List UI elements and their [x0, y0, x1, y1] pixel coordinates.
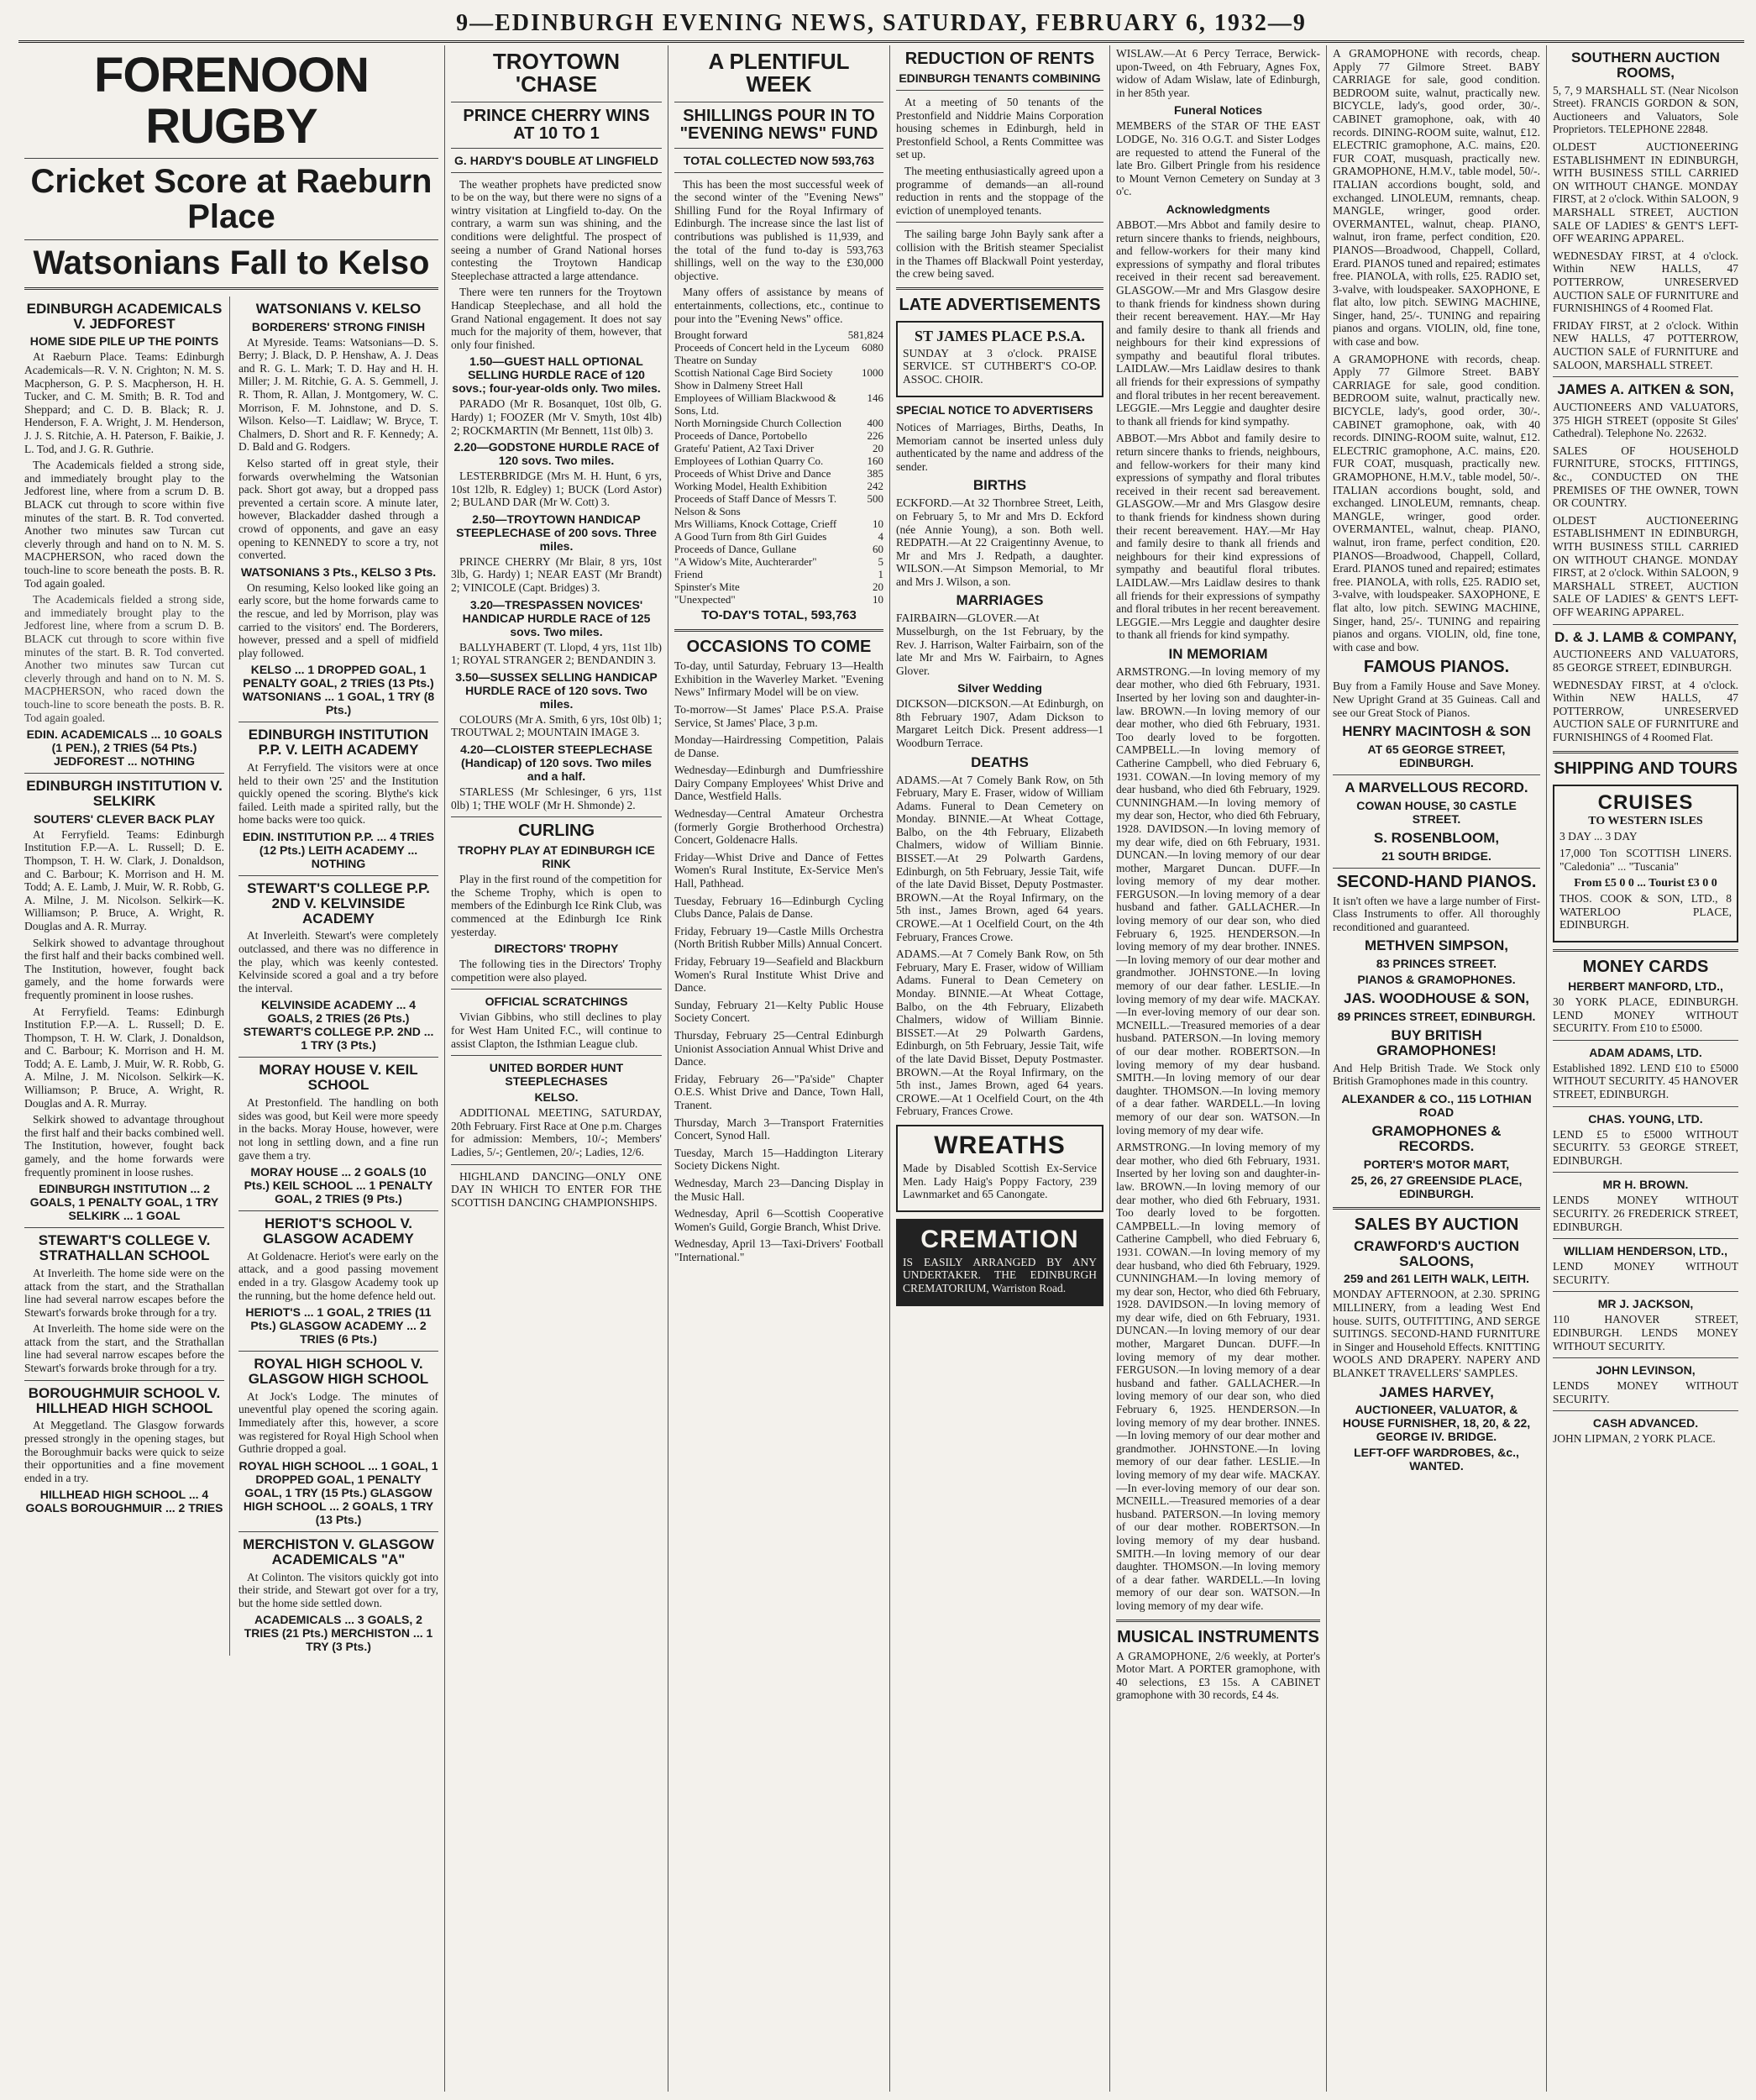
deck-tenants: EDINBURGH TENANTS COMBINING: [899, 71, 1101, 85]
acknowledgment-notices: ABBOT.—Mrs Abbot and family desire to return sincere thanks to friends, neighbours, and fellow-workers for their many kind expressions of sympathy and floral tributes received in their recent sad bereavement. GLASGOW.—Mr and Mrs Glasgow desire to thank friends for kindness shown during their recent bereavement. HAY.—Mr Hay and family desire to thank all friends and neighbours for their kind expressions of sympathy and beautiful floral tributes. LAIDLAW.—Mrs Laidlaw desires to thank all friends for their expressions of sympathy and floral tributes in her recent bereavement. LEGGIE.—Mrs Leggie and daughter desire to thank all friends for kind sympathy.: [1116, 432, 1320, 642]
contribution-amount: 1000: [862, 366, 883, 380]
advert-lamb: D. & J. LAMB & COMPANY,: [1554, 628, 1737, 645]
heading-royal-high: ROYAL HIGH SCHOOL V. GLASGOW HIGH SCHOOL: [248, 1356, 429, 1387]
article-paragraph: On resuming, Kelso looked like going an early score, but the home forwards came to the rescue, and led by Morrison, play was carried to the visitors' end. The Borderers, however, pressed and a spell of midfield play followed.: [239, 580, 438, 659]
article-paragraph: The Academicals fielded a strong side, and immediately brought play to the Jedforest line, where from a scrum D. B. BLACK cut through to score within five minutes of the start. B. R. Tod converted. Another two minutes saw Turcan cut cleverly through and hand on to N. M. S. MACPHERSON, who raced down the touch-line to score beneath the posts. B. R. Tod again goaled.: [24, 593, 224, 724]
heading-directors-trophy: DIRECTORS' TROPHY: [494, 942, 619, 956]
deck-cricket-score: Cricket Score at Raeburn Place: [30, 162, 432, 235]
event-item: Wednesday—Central Amateur Orchestra (formerly Gorgie Brotherhood Orchestra) Concert, Goldenacre Halls.: [674, 807, 883, 847]
article-paragraph: At Colinton. The visitors quickly got into their stride, and Stewart got over for a try, but the home side settled down.: [239, 1570, 438, 1609]
contribution-source: Employees of Lothian Quarry Co.: [674, 454, 824, 468]
subhead-borderers: BORDERERS' STRONG FINISH: [251, 319, 426, 333]
lender-name: CASH ADVANCED.: [1592, 1416, 1699, 1431]
contribution-row: [674, 568, 883, 580]
memoriam-notices: ARMSTRONG.—In loving memory of my dear mother, who died 6th February, 1931. Inserted by her loving son and daughter-in-law. BROWN.—In loving memory of our dear mother, who died 6th February, 1931. Too dearly loved to be forgotten. CAMPBELL.—In loving memory of Catherine Campbell, who died February 6, 1931. COWAN.—In loving memory of my dear husband, who died 6th February, 1929. CUNNINGHAM.—In loving memory of my dear son, Hector, who died 6th February, 1928. DAVIDSON.—In loving memory of my dear wife, died on 6th February, 1931. DUNCAN.—In loving memory of our dear mother, Margaret Duncan. DUFF.—In loving memory of my dear mother. FERGUSON.—In loving memory of a dear husband and father. GALLACHER.—In loving memory of our dear son, who died February 6, 1925. HENDERSON.—In loving memory of my dear brother. INNES.—In loving memory of our dear mother and grandmother. JOHNSTONE.—In loving memory of our dear father. LESLIE.—In loving memory of my dear wife. MACKAY.—In ever-loving memory of our dear son. MCNEILL.—Treasured memories of a dear husband. PATERSON.—In loving memory of our dear mother. ROBERTSON.—In loving memory of my dear husband. SMITH.—In loving memory of our dear daughter. THOMSON.—In loving memory of a dear father. WARDELL.—In loving memory of our dear son. WATSON.—In loving memory of my dear wife.: [1116, 1141, 1320, 1612]
column-rugby: [18, 45, 445, 2092]
lender-details: Established 1892. LEND £10 to £5000 WITHOUT SECURITY. 45 HANOVER STREET, EDINBURGH.: [1553, 1061, 1738, 1101]
heading-buy-british: BUY BRITISH GRAMOPHONES!: [1376, 1027, 1497, 1058]
lender-details: 30 YORK PLACE, EDINBURGH. LEND MONEY WITHOUT SECURITY. From £10 to £5000.: [1553, 995, 1738, 1035]
advert-st-james: [896, 321, 1103, 397]
race-result: PARADO (Mr R. Bosanquet, 10st 0lb, G. Hardy) 1; FOOZER (Mr V. Smyth, 10st 4lb) 2; ROCKMARTIN (Mr Bennett, 11st 0lb) 3.: [451, 397, 662, 437]
advert-title: CRUISES: [1597, 790, 1694, 814]
heading-official-scratchings: OFFICIAL SCRATCHINGS: [485, 995, 628, 1009]
advert-title: WREATHS: [934, 1131, 1066, 1159]
famous-pianos-text: Buy from a Family House and Save Money. New Upright Grand at 35 Guineas. Call and see our Great Stock of Pianos.: [1333, 680, 1540, 719]
result-line: KELVINSIDE ACADEMY ... 4 GOALS, 2 TRIES (26 Pts.) STEWART'S COLLEGE P.P. 2ND ... 1 TRY (3 Pts.): [243, 998, 434, 1053]
race-result: LESTERBRIDGE (Mrs M. H. Hunt, 6 yrs, 10st 12lb, R. Edgley) 1; BUCK (Lord Astor) 2; BULAND DAR (Mr W. Cott) 3.: [451, 470, 662, 509]
advert-aitken: JAMES A. AITKEN & SON,: [1557, 381, 1734, 398]
contribution-row: [674, 593, 883, 606]
contribution-row: [674, 417, 883, 429]
auction-listing: WEDNESDAY FIRST, at 4 o'clock. Within NEW HALLS, 47 POTTERROW, UNRESERVED AUCTION SALE OF FURNITURE and FURNISHINGS of 4 Roomed Flat.: [1553, 249, 1738, 315]
death-notices: ADAMS.—At 7 Comely Bank Row, on 5th February, Mary E. Fraser, widow of William Adams. Funeral to Dean Cemetery on Monday. BINNIE.—At Wheat Cottage, Balbo, on the 4th February, Elizabeth Chalmers, widow of William Binnie. BISSET.—At 29 Polwarth Gardens, Edinburgh, on 5th February, Jessie Tait, wife of the late David Bisset, Deputy Postmaster. BROWN.—At the Royal Infirmary, on the 5th inst., James Brown, aged 64 years. CROWE.—At 1 Ocelfield Court, on the 4th February, Frances Crowe.: [896, 948, 1103, 1118]
article-paragraph: At Inverleith. Stewart's were completely outclassed, and there was no difference in the play, which was keenly contested. Kelvinside scored a goal and a try before the interval.: [239, 929, 438, 995]
heading-in-memoriam: IN MEMORIAM: [1168, 645, 1268, 662]
column-pianos-auction: [1327, 45, 1547, 2092]
advert-text: IS EASILY ARRANGED BY ANY UNDERTAKER. THE EDINBURGH CREMATORIUM, Warriston Road.: [903, 1255, 1097, 1294]
contribution-amount: 400: [867, 417, 883, 430]
contribution-source: Gratefu' Patient, A2 Taxi Driver: [674, 442, 815, 455]
advert-agent: THOS. COOK & SON, LTD., 8 WATERLOO PLACE, EDINBURGH.: [1559, 892, 1732, 932]
silver-wedding-notice: DICKSON—DICKSON.—At Edinburgh, on 8th February 1907, Adam Dickson to Margaret Leitch Dick. Present address—1 Woodburn Terrace.: [896, 697, 1103, 750]
lender-details: 110 HANOVER STREET, EDINBURGH. LENDS MONEY WITHOUT SECURITY.: [1553, 1313, 1738, 1352]
article-paragraph: At Jock's Lodge. The minutes of uneventful play opened the scoring again. Immediately after this, however, a score was registered for Royal High School when Guthrie dropped a goal.: [239, 1389, 438, 1456]
events-list: [674, 659, 883, 1263]
article-paragraph: At Ferryfield. Teams: Edinburgh Institution F.P.—A. L. Russell; D. E. Thompson, T. H. W. Clark, J. Donaldson, and C. Barbour; K. Morrison and H. M. Todd; A. E. Lamb, J. Muir, W. R. Robb, G. A. Milne, J. M. Nicolson. Selkirk—K. Williamson; P. Bruce, A. Wright, R. Douglas and A. R. Murray.: [24, 827, 224, 932]
heading-musical-instruments: MUSICAL INSTRUMENTS: [1117, 1627, 1319, 1646]
death-notices: ADAMS.—At 7 Comely Bank Row, on 5th February, Mary E. Fraser, widow of William Adams. Funeral to Dean Cemetery on Monday. BINNIE.—At Wheat Cottage, Balbo, on the 4th February, Elizabeth Chalmers, widow of William Binnie. BISSET.—At 29 Polwarth Gardens, Edinburgh, on 5th February, Jessie Tait, wife of the late David Bisset, Deputy Postmaster. BROWN.—At the Royal Infirmary, on the 5th inst., James Brown, aged 64 years. CROWE.—At 1 Ocelfield Court, on the 4th February, Frances Crowe.: [896, 773, 1103, 943]
contribution-row: [674, 492, 883, 517]
subhead-kelso: KELSO.: [534, 1090, 579, 1105]
heading-institution-leith: EDINBURGH INSTITUTION P.P. V. LEITH ACADEMY: [248, 727, 429, 759]
lender-name: JOHN LEVINSON,: [1596, 1363, 1696, 1378]
contribution-source: "A Widow's Mite, Auchterarder": [674, 555, 817, 569]
event-item: Friday—Whist Drive and Dance of Fettes Women's Rural Institute, Ex-Service Men's Hall, Pathhead.: [674, 850, 883, 890]
contribution-source: Employees of William Blackwood & Sons, Ltd.: [674, 391, 836, 417]
contribution-row: [674, 391, 883, 417]
contribution-amount: 60: [873, 543, 883, 556]
race-heading: 2.20—GODSTONE HURDLE RACE of 120 sovs. Two miles.: [453, 440, 659, 468]
article-paragraph: Vivian Gibbins, who still declines to play for West Ham United F.C., will continue to assist Clapton, the Isthmian League club.: [451, 1011, 662, 1050]
advert-aitken-address: AUCTIONEERS AND VALUATORS, 375 HIGH STREET (opposite St Giles' Cathedral). Telephone No. 22632.: [1553, 401, 1738, 440]
musical-instrument-ads: A GRAMOPHONE, 2/6 weekly, at Porter's Motor Mart. A PORTER gramophone, with 40 selections, £3 15s. A CABINET gramophone with 30 records, £4 4s.: [1116, 1649, 1320, 1702]
lender-name: CHAS. YOUNG, LTD.: [1588, 1111, 1703, 1126]
heading-deaths: DEATHS: [971, 753, 1029, 770]
heading-famous-pianos: FAMOUS PIANOS.: [1363, 658, 1510, 677]
article-paragraph: The following ties in the Directors' Trophy competition were also played.: [451, 958, 662, 984]
contribution-source: Proceeds of Staff Dance of Messrs T. Nelson & Sons: [674, 492, 837, 518]
advert-wreaths: [896, 1125, 1103, 1212]
contribution-source: Mrs Williams, Knock Cottage, Crieff: [674, 517, 837, 531]
article-paragraph: At Ferryfield. Teams: Edinburgh Institution F.P.—A. L. Russell; D. E. Thompson, T. H. W. Clark, J. Donaldson, and C. Barbour; K. Morrison and H. M. Todd; A. E. Lamb, J. Muir, W. R. Robb, G. A. Milne, J. M. Nicolson. Selkirk—K. Williamson; P. Bruce, A. Wright, R. Douglas and A. R. Murray.: [24, 1005, 224, 1110]
heading-merchiston: MERCHISTON V. GLASGOW ACADEMICALS "A": [243, 1536, 434, 1567]
advert-text: Made by Disabled Scottish Ex-Service Men. Lady Haig's Poppy Factory, 239 Lawnmarket and 65 Canongate.: [903, 1161, 1097, 1201]
contribution-source: "Unexpected": [674, 593, 736, 606]
masthead-folio: 9—EDINBURGH EVENING NEWS, SATURDAY, FEBRUARY 6, 1932—9: [18, 7, 1744, 43]
marriage-notices: FAIRBAIRN—GLOVER.—At Musselburgh, on the 1st February, by the Rev. J. Harrison, Walter Fairbairn, son of the late Mr and Mrs W. Fairbairn, to Agnes Glover.: [896, 612, 1103, 677]
result-line: EDINBURGH INSTITUTION ... 2 GOALS, 1 PENALTY GOAL, 1 TRY SELKIRK ... 1 GOAL: [29, 1182, 219, 1223]
article-paragraph: At a meeting of 50 tenants of the Prestonfield and Niddrie Mains Corporation housing schemes in Edinburgh, held in Prestonfield School, a Rents Committee was set up.: [896, 96, 1103, 161]
contribution-amount: 20: [873, 442, 883, 455]
heading-heriots-glasgow: HERIOT'S SCHOOL V. GLASGOW ACADEMY: [263, 1215, 414, 1247]
column-shilling-fund: [668, 45, 890, 2092]
lender-name: ADAM ADAMS, LTD.: [1589, 1045, 1702, 1059]
contribution-source: Proceeds of Concert held in the Lyceum Theatre on Sunday: [674, 341, 850, 367]
headline-forenoon-rugby: FORENOON RUGBY: [93, 48, 370, 154]
article-paragraph: The Academicals fielded a strong side, and immediately brought play to the Jedforest line, where from a scrum D. B. BLACK cut through to score within five minutes of the start. B. R. Tod converted. Another two minutes saw Turcan cut cleverly through and hand on to N. M. S. MACPHERSON, who raced down the touch-line to score beneath the posts. B. R. Tod again goaled.: [24, 459, 224, 590]
heading-money-cards: MONEY CARDS: [1582, 958, 1709, 977]
advert-southern-auction: SOUTHERN AUCTION ROOMS,: [1571, 50, 1720, 81]
article-paragraph: At Inverleith. The home side were on the attack from the start, and the Strathallan line had several narrow escapes before the Stewart's forwards broke through for a try.: [24, 1266, 224, 1319]
contribution-row: [674, 580, 883, 593]
heading-funeral-notices: Funeral Notices: [1173, 103, 1263, 118]
article-paragraph: The sailing barge John Bayly sank after a collision with the British steamer Specialist in the Thames off Blackwall Point yesterday, the crew being saved.: [896, 228, 1103, 281]
contribution-source: Proceeds of Dance, Portobello: [674, 429, 808, 443]
column-racing: [445, 45, 668, 2092]
advert-cruises: [1553, 785, 1738, 943]
result-line: MORAY HOUSE ... 2 GOALS (10 Pts.) KEIL SCHOOL ... 1 PENALTY GOAL, 2 TRIES (9 Pts.): [244, 1165, 433, 1206]
deck-shillings-pour: SHILLINGS POUR IN TO "EVENING NEWS" FUND: [679, 106, 878, 143]
event-item: To-day, until Saturday, February 13—Health Exhibition in the Waverley Market. "Evening News" Infirmary Model will be on view.: [674, 659, 883, 699]
auction-listing: SALES OF HOUSEHOLD FURNITURE, STOCKS, FITTINGS, &c., CONDUCTED ON THE PREMISES OF THE OWNER, TOWN OR COUNTRY.: [1553, 444, 1738, 510]
column-memoriam: [1110, 45, 1327, 2092]
births-notices: ECKFORD.—At 32 Thornbree Street, Leith, on February 5, to Mr and Mrs D. Eckford (née Annie Young), a son. Both well. REDPATH.—At 22 Craigentinny Avenue, to Mr and Mrs J. Redpath, a daughter. WILSON.—At Simpson Memorial, to Mr and Mrs J. Wilson, a son.: [896, 496, 1103, 588]
contribution-row: [674, 530, 883, 543]
headline-troytown: TROYTOWN 'CHASE: [492, 49, 621, 97]
article-paragraph: The meeting enthusiastically agreed upon a programme of demands—an all-round reduction in rents and the stoppage of the eviction of unemployed tenants.: [896, 164, 1103, 217]
race-result: PRINCE CHERRY (Mr Blair, 8 yrs, 10st 3lb, G. Hardy) 1; NEAR EAST (Mr Brandt) 2; VINICOLE (Capt. Bridges) 3.: [451, 554, 662, 595]
advert-macintosh: HENRY MACINTOSH & SON: [1342, 723, 1531, 740]
heading-silver-wedding: Silver Wedding: [957, 681, 1042, 696]
contribution-source: Working Model, Health Exhibition: [674, 480, 827, 493]
heading-stewarts-strathallan: STEWART'S COLLEGE V. STRATHALLAN SCHOOL: [38, 1232, 211, 1264]
advert-left-off: LEFT-OFF WARDROBES, &c., WANTED.: [1354, 1446, 1519, 1473]
contribution-row: [674, 328, 883, 341]
advert-alexander: ALEXANDER & CO., 115 LOTHIAN ROAD: [1341, 1091, 1532, 1119]
heading-gramophones-records: GRAMOPHONES & RECORDS.: [1371, 1122, 1502, 1154]
advert-macintosh-address: AT 65 GEORGE STREET, EDINBURGH.: [1367, 742, 1506, 769]
advert-rosenbloom-address: 21 SOUTH BRIDGE.: [1381, 848, 1491, 863]
contribution-row: [674, 454, 883, 467]
notice-advertisers-text: Notices of Marriages, Births, Deaths, In Memoriam cannot be inserted unless duly authenticated by the name and address of the sender.: [896, 421, 1103, 473]
second-hand-text: It isn't often we have a large number of First-Class Instruments to offer. All thoroughly reconditioned and guaranteed.: [1333, 894, 1540, 933]
auction-listing: WEDNESDAY FIRST, at 4 o'clock. Within NEW HALLS, 47 POTTERROW, UNRESERVED AUCTION SALE OF FURNITURE and FURNISHINGS of 4 Roomed Flat.: [1553, 678, 1738, 743]
heading-moray-keil: MORAY HOUSE V. KEIL SCHOOL: [259, 1062, 418, 1094]
advert-porters: PORTER'S MOTOR MART,: [1363, 1157, 1510, 1171]
lender-details: LEND MONEY WITHOUT SECURITY.: [1553, 1260, 1738, 1286]
contribution-amount: 4: [878, 530, 883, 543]
race-result: COLOURS (Mr A. Smith, 6 yrs, 10st 0lb) 1; TROUTWAL 2; MOUNTAIN IMAGE 3.: [451, 712, 662, 739]
event-item: Tuesday, February 16—Edinburgh Cycling Clubs Dance, Palais de Danse.: [674, 894, 883, 921]
contribution-amount: 146: [867, 391, 883, 405]
contribution-amount: 5: [878, 555, 883, 569]
advert-woodhouse: JAS. WOODHOUSE & SON,: [1343, 990, 1530, 1007]
contribution-row: [674, 543, 883, 555]
funeral-notice: MEMBERS of the STAR OF THE EAST LODGE, No. 316 O.G.T. and Sister Lodges are requested to attend the Funeral of the late Bro. Gilbert Pringle from his residence to Mount Vernon Cemetery on Sunday at 3 o'c.: [1116, 119, 1320, 198]
classified-ads: A GRAMOPHONE with records, cheap. Apply 77 Gilmore Street. BABY CARRIAGE for sale, good condition. BEDROOM suite, walnut, practically new. BICYCLE, lady's, good order, 30/-. CABINET gramophone, oak, with 40 records. DINING-ROOM suite, walnut, £12. ELECTRIC gramophone, A.C. mains, £20. FUR COAT, musquash, practically new. GRAMOPHONE, H.M.V., table model, 50/-. ITALIAN accordions bought, sold, and exchanged. LINOLEUM, remnants, cheap. MANGLE, wringer, good order. OVERMANTEL, walnut, cheap. PIANO, walnut, iron frame, perfect condition, £20. PIANOS—Broadwood, Chappell, Collard, Erard. PIANOS tuned and repaired; estimates free. PIANOLA, with rolls, £25. RADIO set, 3-valve, with loudspeaker. SAXOPHONE, E flat alto, low pitch. SEWING MACHINE, Singer, hand, 25/-. TUNING and repairing pianos and organs. VIOLIN, old, fine tone, with case and bow.: [1333, 47, 1540, 349]
heading-occasions: OCCASIONS TO COME: [686, 638, 872, 657]
advert-marvellous-record: A MARVELLOUS RECORD.: [1345, 779, 1528, 795]
event-item: Wednesday, April 13—Taxi-Drivers' Football "International.": [674, 1237, 883, 1263]
lender-details: LEND £5 to £5000 WITHOUT SECURITY. 53 GEORGE STREET, EDINBURGH.: [1553, 1127, 1738, 1167]
result-line: HILLHEAD HIGH SCHOOL ... 4 GOALS BOROUGHMUIR ... 2 TRIES: [25, 1488, 223, 1515]
headline-reduction-rents: REDUCTION OF RENTS: [904, 50, 1095, 68]
article-paragraph: Selkirk showed to advantage throughout the first half and their backs combined well. The Institution, however, fought back gamely, and the home forwards were frequently prominent in loose rushes.: [24, 936, 224, 1001]
contribution-source: Scottish National Cage Bird Society Show in Dalmeny Street Hall: [674, 366, 833, 392]
heading-sales-by-auction: SALES BY AUCTION: [1354, 1215, 1519, 1234]
memoriam-notices: ARMSTRONG.—In loving memory of my dear mother, who died 6th February, 1931. Inserted by her loving son and daughter-in-law. BROWN.—In loving memory of our dear mother, who died 6th February, 1931. Too dearly loved to be forgotten. CAMPBELL.—In loving memory of Catherine Campbell, who died February 6, 1931. COWAN.—In loving memory of my dear husband, who died 6th February, 1929. CUNNINGHAM.—In loving memory of my dear son, Hector, who died 6th February, 1928. DAVIDSON.—In loving memory of my dear wife, died on 6th February, 1931. DUNCAN.—In loving memory of our dear mother, Margaret Duncan. DUFF.—In loving memory of my dear mother. FERGUSON.—In loving memory of a dear husband and father. GALLACHER.—In loving memory of our dear son, who died February 6, 1925. HENDERSON.—In loving memory of my dear brother. INNES.—In loving memory of our dear mother and grandmother. JOHNSTONE.—In loving memory of our dear father. LESLIE.—In loving memory of my dear wife. MACKAY.—In ever-loving memory of our dear son. MCNEILL.—Treasured memories of a dear husband. PATERSON.—In loving memory of our dear mother. ROBERTSON.—In loving memory of my dear husband. SMITH.—In loving memory of our dear daughter. THOMSON.—In loving memory of a dear father. WARDELL.—In loving memory of our dear son. WATSON.—In loving memory of my dear wife.: [1116, 664, 1320, 1137]
contribution-row: [674, 480, 883, 492]
heading-marriages: MARRIAGES: [956, 592, 1044, 609]
heading-stewarts-kelvinside: STEWART'S COLLEGE P.P. 2ND V. KELVINSIDE ACADEMY: [247, 879, 430, 927]
contributions-list: [674, 328, 883, 606]
advert-days: 3 DAY ... 3 DAY: [1559, 829, 1638, 843]
article-paragraph: Selkirk showed to advantage throughout the first half and their backs combined well. The Institution, however, fought back gamely, and the home forwards were frequently prominent in loose rushes.: [24, 1113, 224, 1179]
advert-southern-address: 5, 7, 9 MARSHALL ST. (Near Nicolson Street). FRANCIS GORDON & SON, Auctioneers and Valuators, Sole Proprietors. TELEPHONE 22848.: [1553, 83, 1738, 136]
lender-name: HERBERT MANFORD, LTD.,: [1568, 979, 1723, 994]
contribution-source: Brought forward: [674, 328, 748, 342]
result-line: WATSONIANS 3 Pts., KELSO 3 Pts.: [240, 564, 437, 579]
lender-details: LENDS MONEY WITHOUT SECURITY. 26 FREDERICK STREET, EDINBURGH.: [1553, 1194, 1738, 1233]
contribution-amount: 500: [867, 492, 883, 506]
advert-fares: From £5 0 0 ... Tourist £3 0 0: [1574, 877, 1717, 890]
contribution-row: [674, 429, 883, 442]
contribution-row: [674, 517, 883, 530]
notice-advertisers: [896, 404, 1103, 417]
lender-name: MR H. BROWN.: [1602, 1178, 1689, 1192]
heading-institution-selkirk: EDINBURGH INSTITUTION V. SELKIRK: [26, 778, 223, 809]
advert-harvey-address: AUCTIONEER, VALUATOR, & HOUSE FURNISHER, 18, 20, & 22, GEORGE IV. BRIDGE.: [1342, 1403, 1531, 1444]
heading-pianos-gramophones: PIANOS & GRAMOPHONES.: [1357, 973, 1516, 987]
contribution-row: [674, 341, 883, 366]
event-item: Friday, February 26—"Pa'side" Chapter O.E.S. Whist Drive and Dance, Town Hall, Tranent.: [674, 1072, 883, 1111]
article-paragraph: Many offers of assistance by means of entertainments, collections, etc., continue to pour into the "Evening News" office.: [674, 286, 883, 325]
article-paragraph: There were ten runners for the Troytown Handicap Steeplechase, and all hold the Grand National engagement. It does not say much for the majority of them, however, that only four finished.: [451, 286, 662, 351]
heading-boroughmuir-hillhead: BOROUGHMUIR SCHOOL V. HILLHEAD HIGH SCHOOL: [28, 1384, 221, 1416]
race-heading: 3.20—TRESPASSEN NOVICES' HANDICAP HURDLE RACE of 125 sovs. Two miles.: [462, 597, 651, 638]
deck-watsonians: Watsonians Fall to Kelso: [33, 244, 430, 281]
heading-shipping-tours: SHIPPING AND TOURS: [1554, 759, 1738, 778]
auction-listing: OLDEST AUCTIONEERING ESTABLISHMENT IN EDINBURGH, WITH BUSINESS STILL CARRIED ON WITHOUT CHANGE. MONDAY FIRST, at 2 o'clock. Within SALOON, 9 MARSHALL STREET, AUCTION SALE OF LADIES' & GENT'S LEFT-OFF WEARING APPAREL.: [1553, 140, 1738, 245]
heading-second-hand-pianos: SECOND-HAND PIANOS.: [1336, 872, 1537, 891]
event-item: Monday—Hairdressing Competition, Palais de Danse.: [674, 733, 883, 759]
heading-curling: CURLING: [517, 822, 595, 841]
advert-crawfords-address: 259 and 261 LEITH WALK, LEITH.: [1344, 1272, 1529, 1286]
total-collected: TOTAL COLLECTED NOW 593,763: [683, 153, 875, 167]
heading-border-hunt: UNITED BORDER HUNT STEEPLECHASES: [489, 1061, 624, 1089]
heading-watsonians-kelso: WATSONIANS V. KELSO: [255, 300, 422, 317]
heading-births: BIRTHS: [972, 477, 1027, 494]
contribution-row: [674, 555, 883, 568]
auction-listing: OLDEST AUCTIONEERING ESTABLISHMENT IN EDINBURGH, WITH BUSINESS STILL CARRIED ON WITHOUT CHANGE. MONDAY FIRST, at 2 o'clock. Within SALOON, 9 MARSHALL STREET, AUCTION SALE OF LADIES' & GENT'S LEFT-OFF WEARING APPAREL.: [1553, 513, 1738, 618]
columns: [18, 45, 1744, 2092]
heading-late-ads: LATE ADVERTISEMENTS: [899, 295, 1101, 314]
contribution-source: A Good Turn from 8th Girl Guides: [674, 530, 827, 543]
contribution-source: North Morningside Church Collection: [674, 417, 841, 430]
advert-cremation: [896, 1219, 1103, 1306]
lender-name: MR J. JACKSON,: [1597, 1297, 1694, 1311]
article-paragraph: At Ferryfield. The visitors were at once held to their own '25' and the Institution quickly opened the scoring. Blythe's kick failed. Leith made a spirited rally, but the home backs were too quick.: [239, 760, 438, 827]
contribution-row: [674, 366, 883, 391]
result-line: KELSO ... 1 DROPPED GOAL, 1 PENALTY GOAL, 2 TRIES (13 Pts.) WATSONIANS ... 1 GOAL, 1 TRY (8 Pts.): [242, 663, 435, 717]
race-result: BALLYHABERT (T. Llopd, 4 yrs, 11st 1lb) 1; ROYAL STRANGER 2; BENDANDIN 3.: [451, 640, 662, 667]
contribution-source: Friend: [674, 568, 703, 581]
death-notice: WISLAW.—At 6 Percy Terrace, Berwick-upon-Tweed, on 4th February, Agnes Fox, widow of Adam Wislaw, late of Edinburgh, in her 85th year.: [1116, 47, 1320, 99]
lender-details: LENDS MONEY WITHOUT SECURITY.: [1553, 1379, 1738, 1405]
contribution-source: Spinster's Mite: [674, 580, 740, 594]
article-paragraph: At Myreside. Teams: Watsonians—D. S. Berry; J. Black, D. P. Henshaw, A. J. Deas and R. G. L. Mark; T. D. Hay and H. H. Miller; J. M. Ritchie, G. A. S. Gemmell, J. R. Thom, R. Allan, J. Montgomery, W. C. Morrison, F. M. Johnstone, and D. S. Wilson. Kelso—T. Laidlaw; W. Bryce, T. Chalmers, D. Short and R. F. Kennedy; A. D. Bald and G. Rodgers.: [239, 335, 438, 454]
contribution-row: [674, 442, 883, 454]
classified-ads: A GRAMOPHONE with records, cheap. Apply 77 Gilmore Street. BABY CARRIAGE for sale, good condition. BEDROOM suite, walnut, practically new. BICYCLE, lady's, good order, 30/-. CABINET gramophone, oak, with 40 records. DINING-ROOM suite, walnut, £12. ELECTRIC gramophone, A.C. mains, £20. FUR COAT, musquash, practically new. GRAMOPHONE, H.M.V., table model, 50/-. ITALIAN accordions bought, sold, and exchanged. LINOLEUM, remnants, cheap. MANGLE, wringer, good order. OVERMANTEL, walnut, cheap. PIANO, walnut, iron frame, perfect condition, £20. PIANOS—Broadwood, Chappell, Collard, Erard. PIANOS tuned and repaired; estimates free. PIANOLA, with rolls, £25. RADIO set, 3-valve, with loudspeaker. SAXOPHONE, E flat alto, low pitch. SEWING MACHINE, Singer, hand, 25/-. TUNING and repairing pianos and organs. VIOLIN, old, fine tone, with case and bow.: [1333, 352, 1540, 654]
acknowledgment-notices: ABBOT.—Mrs Abbot and family desire to return sincere thanks to friends, neighbours, and fellow-workers for their many kind expressions of sympathy and floral tributes received in their recent sad bereavement. GLASGOW.—Mr and Mrs Glasgow desire to thank friends for kindness shown during their recent bereavement. HAY.—Mr Hay and family desire to thank all friends and neighbours for their kind expressions of sympathy and beautiful floral tributes. LAIDLAW.—Mrs Laidlaw desires to thank all friends for their expressions of sympathy and floral tributes in her recent bereavement. LEGGIE.—Mrs Leggie and daughter desire to thank all friends for kind sympathy.: [1116, 218, 1320, 428]
result-line: HERIOT'S ... 1 GOAL, 2 TRIES (11 Pts.) GLASGOW ACADEMY ... 2 TRIES (6 Pts.): [245, 1305, 432, 1347]
article-paragraph: At Goldenacre. Heriot's were early on the attack, and a good passing movement ended in a try. Glasgow Academy took up the running, but the home defence held out.: [239, 1249, 438, 1302]
article-paragraph: At Meggetland. The Glasgow forwards pressed strongly in the opening stages, but the Boroughmuir backs were quick to seize their opportunities and a fine movement ended in a try.: [24, 1419, 224, 1484]
event-item: Thursday, February 25—Central Edinburgh Unionist Association Annual Whist Drive and Dance.: [674, 1028, 883, 1068]
event-item: To-morrow—St James' Place P.S.A. Praise Service, St James' Place, 3 p.m.: [674, 702, 883, 729]
advert-title: ST JAMES PLACE P.S.A.: [914, 327, 1086, 344]
todays-total: TO-DAY'S TOTAL, 593,763: [701, 608, 857, 623]
subhead-trophy-play: TROPHY PLAY AT EDINBURGH ICE RINK: [458, 843, 655, 871]
race-heading: 2.50—TROYTOWN HANDICAP STEEPLECHASE of 200 sovs. Three miles.: [456, 512, 657, 553]
advert-james-harvey: JAMES HARVEY,: [1379, 1383, 1494, 1400]
advert-subtitle: TO WESTERN ISLES: [1588, 814, 1703, 827]
heading-academicals-jedforest: EDINBURGH ACADEMICALS V. JEDFOREST: [26, 300, 223, 332]
advert-cowan-house: COWAN HOUSE, 30 CASTLE STREET.: [1356, 798, 1517, 826]
contribution-source: Proceeds of Dance, Gullane: [674, 543, 797, 556]
heading-acknowledgments: Acknowledgments: [1166, 202, 1271, 216]
contribution-amount: 160: [867, 454, 883, 468]
advert-crawfords: CRAWFORD'S AUCTION SALOONS,: [1353, 1237, 1519, 1269]
event-item: Wednesday—Edinburgh and Dumfriesshire Dairy Company Employees' Whist Drive and Dance, Westfield Halls.: [674, 764, 883, 803]
deck-hardys-double: G. HARDY'S DOUBLE AT LINGFIELD: [454, 153, 658, 167]
article-paragraph: The weather prophets have predicted snow to be on the way, but there were no signs of a wintry visitation at Lingfield to-day. On the contrary, a warm sun was shining, and the conditions were delightful. The prospect of seeing a number of Grand National horses contesting the Troytown Handicap Steeplechase attracted a large attendance.: [451, 177, 662, 282]
race-heading: 4.20—CLOISTER STEEPLECHASE (Handicap) of 120 sovs. Two miles and a half.: [460, 743, 653, 784]
contribution-amount: 242: [867, 480, 883, 493]
article-paragraph: This has been the most successful week of the second winter of the "Evening News" Shilling Fund for the Royal Infirmary of Edinburgh. The increase since the last list of contributions was published is 11,939, and the total of the fund to-day is 593,763 shillings, well on the way to the £30,000 objective.: [674, 177, 883, 282]
event-item: Friday, February 19—Seafield and Blackburn Women's Rural Institute Whist Drive and Dance.: [674, 955, 883, 995]
article-paragraph: At Prestonfield. The handling on both sides was good, but Keil were more speedy in the backs. Moray House, however, were not long in settling down, and a fine run gave them a try.: [239, 1096, 438, 1162]
event-item: Wednesday, March 23—Dancing Display in the Music Hall.: [674, 1176, 883, 1203]
advert-porters-address: 25, 26, 27 GREENSIDE PLACE, EDINBURGH.: [1350, 1173, 1523, 1200]
event-item: Friday, February 19—Castle Mills Orchestra (North British Rubber Mills) Annual Concert.: [674, 924, 883, 951]
event-item: Thursday, March 3—Transport Fraternities Concert, Synod Hall.: [674, 1116, 883, 1142]
column-auctions-money: [1547, 45, 1744, 2092]
contribution-amount: 10: [873, 517, 883, 531]
headline-plentiful-week: A PLENTIFUL WEEK: [708, 49, 850, 97]
contribution-amount: 1: [878, 568, 883, 581]
result-line: ROYAL HIGH SCHOOL ... 1 GOAL, 1 DROPPED GOAL, 1 PENALTY GOAL, 1 TRY (15 Pts.) GLASGOW HIGH SCHOOL ... 2 GOALS, 1 TRY (13 Pts.): [239, 1458, 438, 1526]
advert-rosenbloom: S. ROSENBLOOM,: [1373, 829, 1500, 846]
contribution-amount: 20: [873, 580, 883, 594]
result-line: ACADEMICALS ... 3 GOALS, 2 TRIES (21 Pts.) MERCHISTON ... 1 TRY (3 Pts.): [244, 1613, 433, 1654]
advert-title: CREMATION: [920, 1225, 1079, 1253]
advert-methven-address: 83 PRINCES STREET.: [1376, 957, 1497, 971]
event-item: Sunday, February 21—Kelty Public House Society Concert.: [674, 998, 883, 1025]
race-heading: 3.50—SUSSEX SELLING HANDICAP HURDLE RACE of 120 sovs. Two miles.: [455, 669, 658, 711]
advert-highland-dancing: HIGHLAND DANCING—ONLY ONE DAY IN WHICH TO ENTER FOR THE SCOTTISH DANCING CHAMPIONSHIPS.: [451, 1169, 662, 1209]
deck-prince-cherry: PRINCE CHERRY WINS AT 10 TO 1: [463, 106, 650, 143]
race-heading: 1.50—GUEST HALL OPTIONAL SELLING HURDLE RACE of 120 sovs.; four-year-olds only. Two miles.: [452, 354, 661, 396]
race-result: STARLESS (Mr Schlesinger, 6 yrs, 11st 0lb) 1; THE WOLF (Mr H. Shmonde) 2.: [451, 785, 662, 811]
result-line: EDIN. ACADEMICALS ... 10 GOALS (1 PEN.), 2 TRIES (54 Pts.) JEDFOREST ... NOTHING: [26, 727, 223, 769]
article-paragraph: At Raeburn Place. Teams: Edinburgh Academicals—R. V. N. Crighton; N. M. S. Macpherson, G. P. S. Macpherson, H. H. Tucker, and C. M. Smith; B. R. Tod and Sheppard; and C. D. B. Black; R. J. Henderson, F. A. Wright, J. M. Henderson, J. J. S. Ritchie, A. H. Paterson, F. Baikie, J. L. Tod, and J. G. R. Guthrie.: [24, 350, 224, 455]
notice-heading: SPECIAL NOTICE TO ADVERTISERS: [896, 403, 1093, 417]
result-line: EDIN. INSTITUTION P.P. ... 4 TRIES (12 Pts.) LEITH ACADEMY ... NOTHING: [242, 829, 435, 870]
subhead-home-side: HOME SIDE PILE UP THE POINTS: [29, 334, 219, 349]
contribution-amount: 581,824: [847, 328, 883, 342]
advert-text: SUNDAY at 3 o'clock. PRAISE SERVICE. ST CUTHBERT'S CO-OP. ASSOC. CHOIR.: [903, 346, 1097, 386]
lender-name: WILLIAM HENDERSON, LTD.,: [1564, 1244, 1727, 1258]
contribution-row: [674, 467, 883, 480]
subhead-souters: SOUTERS' CLEVER BACK PLAY: [34, 811, 215, 826]
advert-lamb-address: AUCTIONEERS AND VALUATORS, 85 GEORGE STREET, EDINBURGH.: [1553, 648, 1738, 674]
column-rents-notices: [890, 45, 1110, 2092]
event-item: Tuesday, March 15—Haddington Literary Society Dickens Night.: [674, 1146, 883, 1173]
lender-details: JOHN LIPMAN, 2 YORK PLACE.: [1553, 1432, 1716, 1446]
article-paragraph: At Inverleith. The home side were on the attack from the start, and the Strathallan line had several narrow escapes before the Stewart's forwards broke through for a try.: [24, 1322, 224, 1375]
advert-woodhouse-address: 89 PRINCES STREET, EDINBURGH.: [1337, 1010, 1536, 1024]
advert-methven: METHVEN SIMPSON,: [1365, 937, 1508, 954]
auction-listing: FRIDAY FIRST, at 2 o'clock. Within NEW HALLS, 47 POTTERROW, AUCTION SALE of FURNITURE and SALOON, MARSHALL STREET.: [1553, 318, 1738, 371]
contribution-amount: 6080: [862, 341, 883, 354]
contribution-amount: 10: [873, 593, 883, 606]
contribution-amount: 385: [867, 467, 883, 480]
article-paragraph: Play in the first round of the competition for the Scheme Trophy, which is open to members of the Edinburgh Ice Rink Club, was commenced at the Edinburgh Ice Rink yesterday.: [451, 873, 662, 938]
event-item: Wednesday, April 6—Scottish Cooperative Women's Guild, Gorgie Branch, Whist Drive.: [674, 1207, 883, 1233]
buy-british-text: And Help British Trade. We Stock only British Gramophones made in this country.: [1333, 1061, 1540, 1088]
advert-liners: 17,000 Ton SCOTTISH LINERS. "Caledonia" ... "Tuscania": [1559, 847, 1732, 873]
article-paragraph: ADDITIONAL MEETING, SATURDAY, 20th February. First Race at One p.m. Charges for admission: Members, 10/-; Members' Ladies, 5/-; Gentlemen, 20/-; Ladies, 12/6.: [451, 1106, 662, 1158]
auction-listings: MONDAY AFTERNOON, at 2.30. SPRING MILLINERY, from a leading West End house. SUITS, OUTFITTING, AND SERGE SUITINGS. SECOND-HAND FURNITURE in Singer and Household Effects. KNITTING WOOLS AND DRAPERY. NAPERY AND BLANKET TRAVELLERS' SAMPLES.: [1333, 1288, 1540, 1379]
article-paragraph: Kelso started off in great style, their forwards overwhelming the Watsonian pack. Short got away, but a dropped pass prevented a certain score. A minute later, however, Blackadder dashed through a crowd of opponents, and gave an easy opening to KENNEDY to score a try, not converted.: [239, 456, 438, 562]
contribution-amount: 226: [867, 429, 883, 443]
contribution-source: Proceeds of Whist Drive and Dance: [674, 467, 831, 480]
